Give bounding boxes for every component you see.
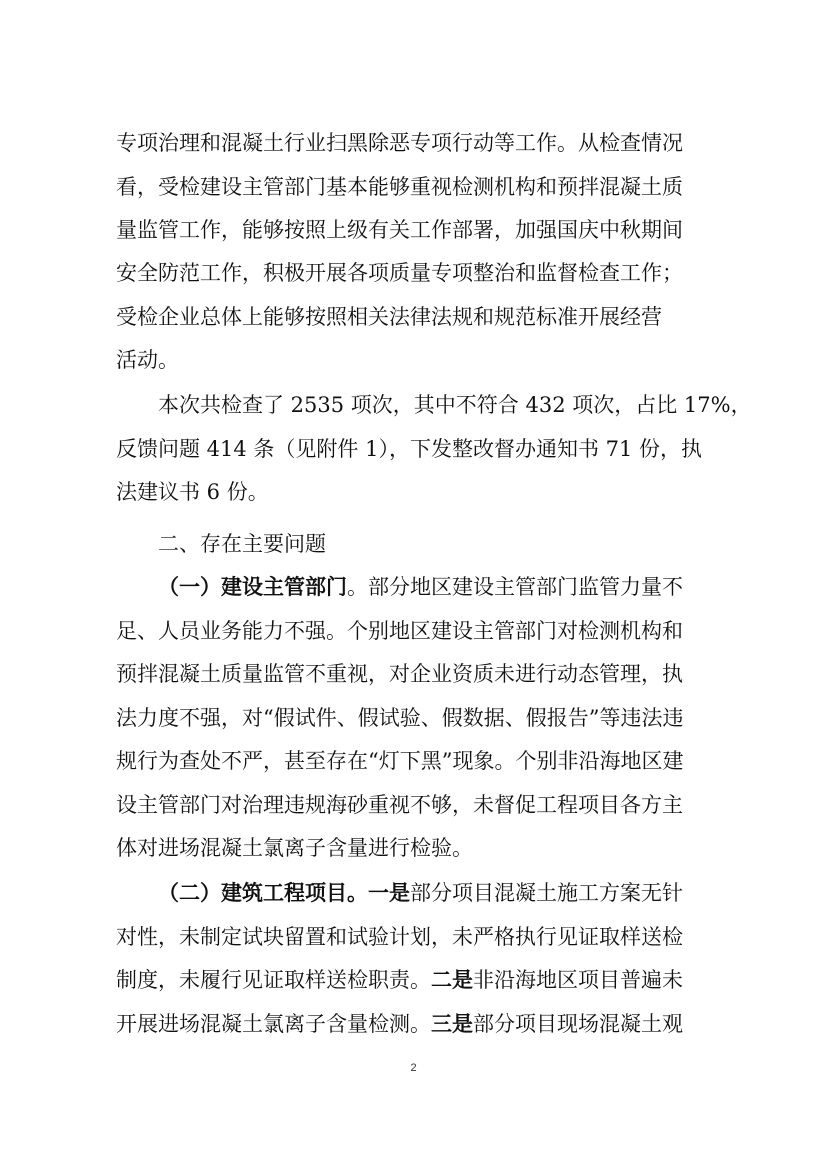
paragraph-line: 本次共检查了 2535 项次，其中不符合 432 项次，占比 17%，: [158, 393, 752, 417]
paragraph-line: 安全防范工作，积极开展各项质量专项整治和监督检查工作；: [116, 261, 683, 285]
paragraph-line: 受检企业总体上能够按照相关法律法规和规范标准开展经营: [116, 305, 662, 329]
paragraph-line: 专项治理和混凝土行业扫黑除恶专项行动等工作。从检查情况: [116, 131, 683, 155]
paragraph-line: 看，受检建设主管部门基本能够重视检测机构和预拌混凝土质: [116, 175, 683, 199]
page-number: 2: [410, 1062, 417, 1074]
paragraph-line: 制度，未履行见证取样送检职责。二是非沿海地区项目普遍未: [116, 968, 683, 992]
section-heading: 二、存在主要问题: [158, 532, 326, 556]
paragraph-line: 规行为查处不严，甚至存在“灯下黑”现象。个别非沿海地区建: [116, 749, 684, 773]
paragraph-line: 开展进场混凝土氯离子含量检测。三是部分项目现场混凝土观: [116, 1012, 683, 1036]
paragraph-line: 法力度不强，对“假试件、假试验、假数据、假报告”等违法违: [116, 706, 684, 730]
paragraph-line: （一）建设主管部门。部分地区建设主管部门监管力量不: [0, 572, 827, 602]
paragraph-line: 量监管工作，能够按照上级有关工作部署，加强国庆中秋期间: [116, 218, 683, 242]
subsection-title: （二）建筑工程项目。: [158, 881, 368, 905]
paragraph-line: 足、人员业务能力不强。个别地区建设主管部门对检测机构和: [116, 619, 683, 643]
paragraph-line: 法建议书 6 份。: [116, 480, 269, 504]
paragraph-line: 预拌混凝土质量监管不重视，对企业资质未进行动态管理，执: [116, 662, 683, 686]
paragraph-line: 设主管部门对治理违规海砂重视不够，未督促工程项目各方主: [116, 793, 683, 817]
paragraph-line: 反馈问题 414 条（见附件 1），下发整改督办通知书 71 份，执: [116, 437, 703, 461]
paragraph-line: （二）建筑工程项目。一是部分项目混凝土施工方案无针: [0, 878, 827, 908]
paragraph-line: 活动。: [116, 348, 179, 372]
subsection-title: （一）建设主管部门: [158, 575, 347, 599]
paragraph-line: 对性，未制定试块留置和试验计划，未严格执行见证取样送检: [116, 925, 683, 949]
paragraph-line: 体对进场混凝土氯离子含量进行检验。: [116, 836, 473, 860]
